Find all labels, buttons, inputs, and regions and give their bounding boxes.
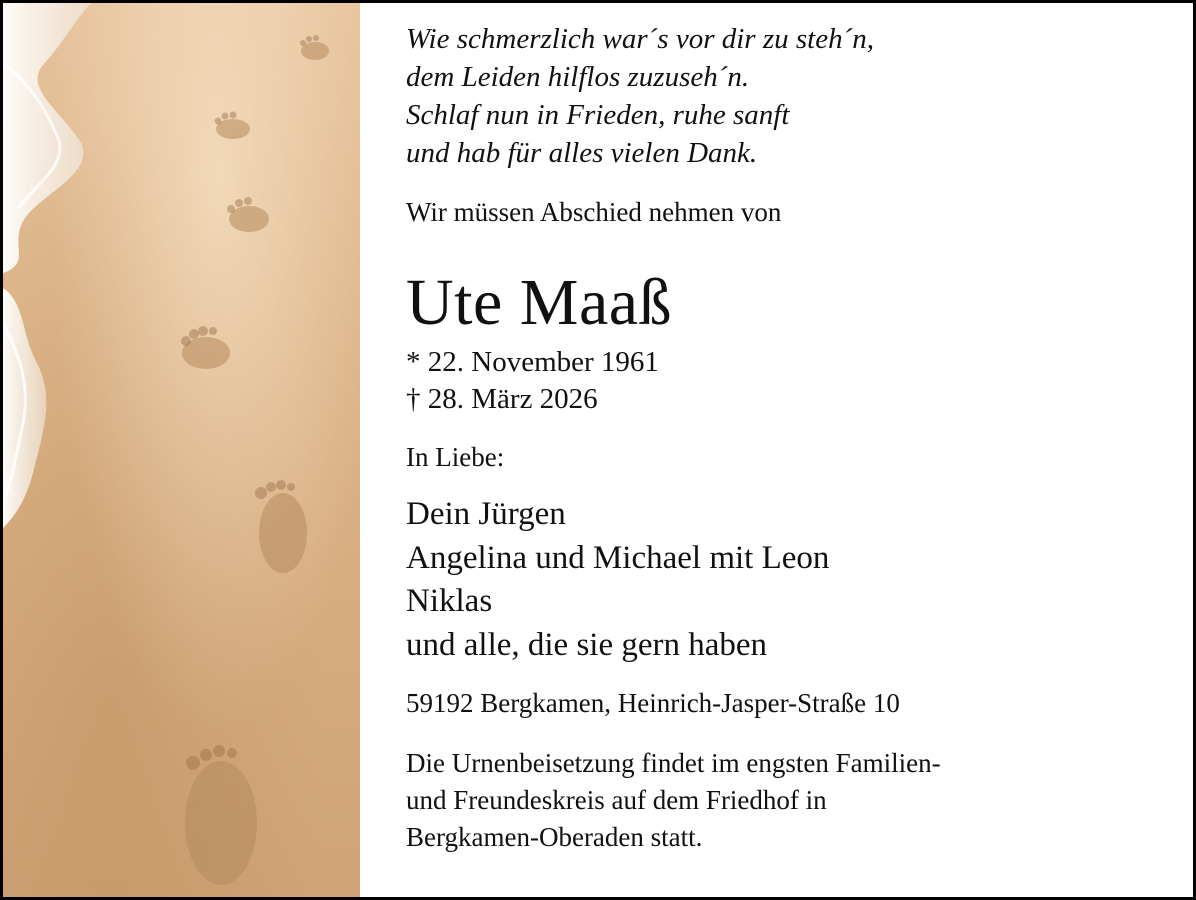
note-line: Die Urnenbeisetzung findet im engsten Familien-	[406, 748, 941, 778]
mourner-line: und alle, die sie gern haben	[406, 626, 768, 663]
deceased-name: Ute Maaß	[406, 266, 673, 339]
mourner-line: Niklas	[406, 583, 493, 619]
mourners-list	[406, 493, 1166, 667]
poem-line: Schlaf nun in Frieden, ruhe sanft	[406, 99, 790, 131]
note-line: Bergkamen-Oberaden statt.	[406, 822, 703, 852]
family-address: 59192 Bergkamen, Heinrich-Jasper-Straße 10	[406, 688, 900, 718]
birth-date: * 22. November 1961	[406, 346, 659, 378]
poem-line: Wie schmerzlich war´s vor dir zu steh´n,	[406, 23, 874, 55]
in-love-label: In Liebe:	[406, 442, 505, 472]
note-line: und Freundeskreis auf dem Friedhof in	[406, 785, 827, 815]
mourner-line: Angelina und Michael mit Leon	[406, 539, 830, 576]
obituary-text	[406, 20, 1166, 856]
farewell-intro: Wir müssen Abschied nehmen von	[406, 197, 782, 227]
poem-line: und hab für alles vielen Dank.	[406, 137, 758, 169]
beach-footprints-photo	[3, 3, 360, 897]
death-date: † 28. März 2026	[406, 383, 598, 415]
burial-note	[406, 745, 1166, 856]
surf-foam	[3, 3, 91, 273]
poem-line: dem Leiden hilflos zuzuseh´n.	[406, 61, 750, 93]
footprints-illustration	[3, 3, 360, 897]
life-dates	[406, 344, 1166, 418]
memorial-poem	[406, 20, 1166, 172]
mourner-line: Dein Jürgen	[406, 496, 566, 532]
